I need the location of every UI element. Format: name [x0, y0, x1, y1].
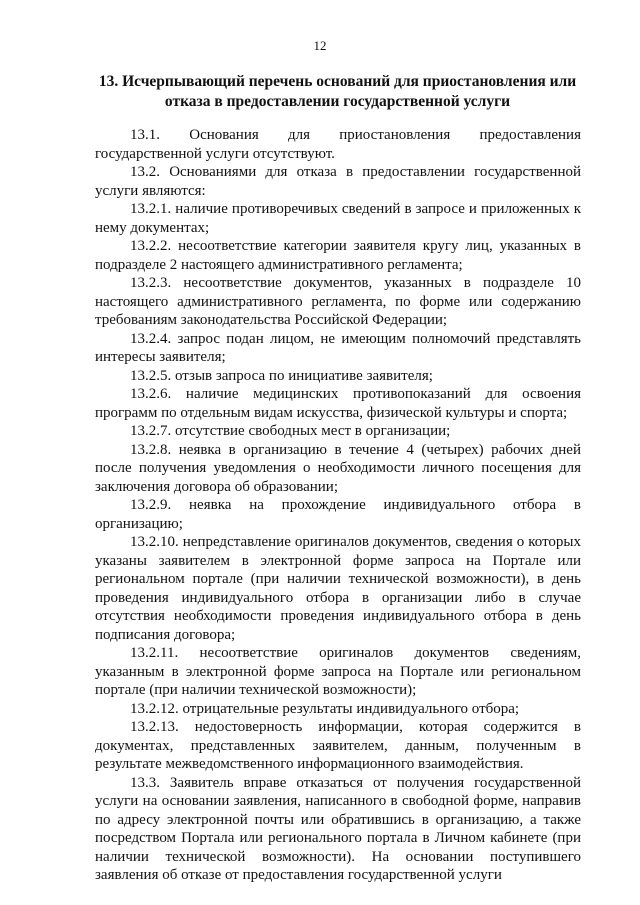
- paragraph-13-2-6: 13.2.6. наличие медицинских противопоказаний для освоения программ по отдельным видам искусства, физической культуры и спорта;: [95, 386, 581, 421]
- paragraph-13-2-7: 13.2.7. отсутствие свободных мест в организации;: [130, 423, 451, 439]
- paragraph-13-2-1: 13.2.1. наличие противоречивых сведений в запросе и приложенных к нему документах;: [95, 201, 581, 236]
- paragraph-13-2-10: 13.2.10. непредставление оригиналов документов, сведения о которых указаны заявителем в электронной форме запроса на Портале или региональном портале (при наличии технической возможности), в день проведения индивидуального отбора в организации либо в случае отсутствия необходимости проведения индивидуального отбора в день подписания договора;: [95, 534, 581, 643]
- page-number: 12: [313, 38, 327, 53]
- section-body: [95, 126, 581, 885]
- paragraph-13-2-4: 13.2.4. запрос подан лицом, не имеющим полномочий представлять интересы заявителя;: [95, 330, 581, 365]
- paragraph-13-2-3: 13.2.3. несоответствие документов, указанных в подразделе 10 настоящего административного регламента, по форме или содержанию требованиям законодательства Российской Федерации;: [95, 275, 581, 328]
- paragraph-13-2-11: 13.2.11. несоответствие оригиналов документов сведениям, указанным в электронной форме запроса на Портале или региональном портале (при наличии технической возможности);: [95, 645, 581, 698]
- paragraph-13-2-13: 13.2.13. недостоверность информации, которая содержится в документах, представленных заявителем, данным, полученным в результате межведомственного информационного взаимодействия.: [95, 719, 581, 772]
- paragraph-13-2-8: 13.2.8. неявка в организацию в течение 4 (четырех) рабочих дней после получения уведомления о необходимости личного посещения для заключения договора об образовании;: [95, 441, 581, 495]
- section-heading-line-2: отказа в предоставлении государственной услуги: [164, 93, 511, 110]
- paragraph-13-2-5: 13.2.5. отзыв запроса по инициативе заявителя;: [130, 367, 433, 384]
- section-heading-line-1: 13. Исчерпывающий перечень оснований для приостановления или: [98, 73, 577, 90]
- paragraph-13-2-12: 13.2.12. отрицательные результаты индивидуального отбора;: [130, 700, 520, 717]
- paragraph-13-2-9: 13.2.9. неявка на прохождение индивидуального отбора в организацию;: [95, 497, 581, 532]
- paragraph-13-2-2: 13.2.2. несоответствие категории заявителя кругу лиц, указанных в подразделе 2 настоящего административного регламента;: [95, 238, 581, 273]
- paragraph-13-3: 13.3. Заявитель вправе отказаться от получения государственной услуги на основании заявления, написанного в свободной форме, направив по адресу электронной почты или обратившись в организацию, а также посредством Портала или регионального портала в Личном кабинете (при наличии технической возможности). На основании поступившего заявления об отказе от предоставления государственной услуги: [95, 774, 581, 883]
- paragraph-13-2: 13.2. Основаниями для отказа в предоставлении государственной услуги являются:: [95, 164, 581, 199]
- paragraph-13-1: 13.1. Основания для приостановления предоставления государственной услуги отсутствуют.: [95, 127, 581, 162]
- section-heading: [95, 72, 580, 112]
